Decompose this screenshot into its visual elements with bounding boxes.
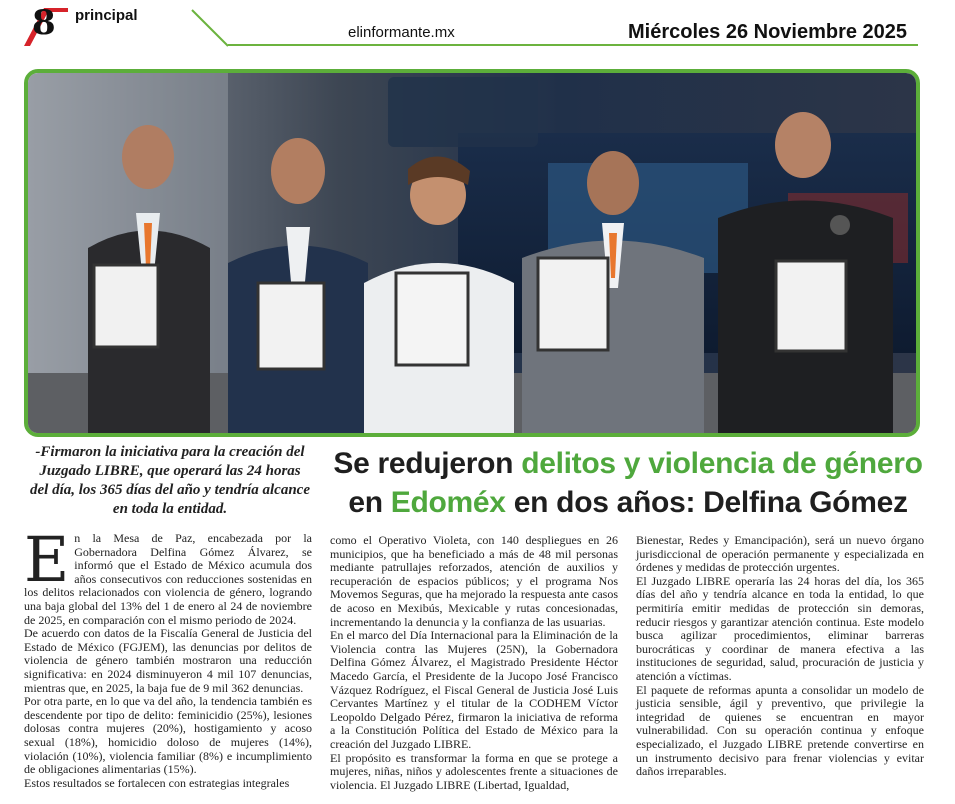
article-column-3 [636, 534, 924, 779]
paragraph: En el marco del Día Internacional para la Eliminación de la Violencia contra las Mujeres (25N), la Gobernadora Delfina Gómez Álvarez, el Magistrado Presidente Héctor Macedo García, el Presidente de la Jucopo José Francisco Vázquez Rodríguez, el Fiscal General de Justicia José Luis Cervantes Martínez y el titular de la CODHEM Víctor Leopoldo Delgado Pérez, firmaron la iniciativa de reforma a la Constitución Política del Estado de México para la creación del Juzgado LIBRE. [330, 628, 618, 751]
paragraph: De acuerdo con datos de la Fiscalía General de Justicia del Estado de México (FGJEM), las denuncias por delitos de violencia de género también mostraron una reducción significativa: en 2024 disminuyeron 4 mil 107 denuncias, mientras que, en 2025, la baja fue de 9 mil 362 denuncias. [24, 626, 312, 695]
headline-part: en [348, 486, 391, 519]
section-name: principal [75, 7, 138, 24]
headline-highlight: Edoméx [390, 486, 506, 519]
article-column-1 [24, 523, 312, 790]
site-url[interactable]: elinformante.mx [348, 24, 455, 41]
header-rule [228, 44, 918, 46]
paragraph: Estos resultados se fortalecen con estrategias integrales [24, 775, 290, 790]
headline [318, 444, 938, 522]
issue-date: Miércoles 26 Noviembre 2025 [628, 21, 908, 43]
headline-part: Se redujeron [333, 447, 522, 480]
header-rule-diagonal [190, 8, 230, 48]
paragraph: El paquete de reformas apunta a consolidar un modelo de justicia sensible, ágil y preventivo, que privilegie la integridad de quienes se encuentran en mayor vulnerabilidad. Con su operación continua y enfoque especializado, el Juzgado LIBRE pretende convertirse en un instrumento decisivo para frenar violencias y evitar daños irreparables. [636, 682, 924, 779]
paragraph: Por otra parte, en lo que va del año, la tendencia también es descendente por tipo de delito: feminicidio (25%), lesiones dolosas contra mujeres (20%), hostigamiento y acoso sexual (18%), homicidio doloso de mujeres (14%), violación (10%), violencia familiar (8%) e incumplimiento de obligaciones alimentarias (15%). [24, 694, 312, 777]
photo-caption: -Firmaron la iniciativa para la creación del Juzgado LIBRE, que operará las 24 horas del día, los 365 días del año y tendría alcance en toda la entidad. [30, 444, 310, 517]
lead-photo-image [28, 73, 916, 433]
article-column-2 [330, 534, 618, 792]
lead-photo [24, 69, 920, 437]
paragraph: Bienestar, Redes y Emancipación), será un nuevo órgano jurisdiccional de operación permanente y especializada en órdenes y medidas de protección urgentes. [636, 533, 924, 575]
paragraph: El propósito es transformar la forma en que se protege a mujeres, niñas, niños y adolescentes frente a situaciones de violencia. El Juzgado LIBRE (Libertad, Igualdad, [330, 750, 618, 792]
headline-highlight: delitos y violencia de género [521, 447, 923, 480]
page-number: 8 [32, 3, 56, 43]
paragraph: n la Mesa de Paz, encabezada por la Gobernadora Delfina Gómez Álvarez, se informó que el Estado de México acumula dos años consecutivos con reducciones sostenidas en los delitos relacionados con violencia de género, logrando una baja global del 13% del 1 de enero al 24 de noviembre de 2025, en comparación con el mismo periodo de 2024. [24, 531, 312, 627]
headline-part: en dos años: Delfina Gómez [505, 486, 908, 519]
paragraph: como el Operativo Violeta, con 140 despliegues en 26 municipios, que ha beneficiado a más de 48 mil personas mediante patrullajes reforzados, atención de auxilios y recuperación de espacios públicos; y el programa Nos Movemos Seguras, que ha mejorado la respuesta ante casos de acoso en Mexibús, Mexicable y rutas concesionadas, incrementando la denuncia y la confianza de las usuarias. [330, 533, 618, 629]
drop-cap: E [24, 523, 70, 596]
page-header [0, 0, 955, 56]
paragraph: El Juzgado LIBRE operaría las 24 horas del día, los 365 días del año y tendría alcance en toda la entidad, lo que permitiría emitir medidas de protección sin demoras, reducir riesgos y garantizar atención continua. Este modelo busca agilizar procedimientos, eliminar barreras burocráticas y coordinar de manera efectiva a las instituciones de seguridad, salud, procuración de justicia y atención a víctimas. [636, 573, 924, 683]
